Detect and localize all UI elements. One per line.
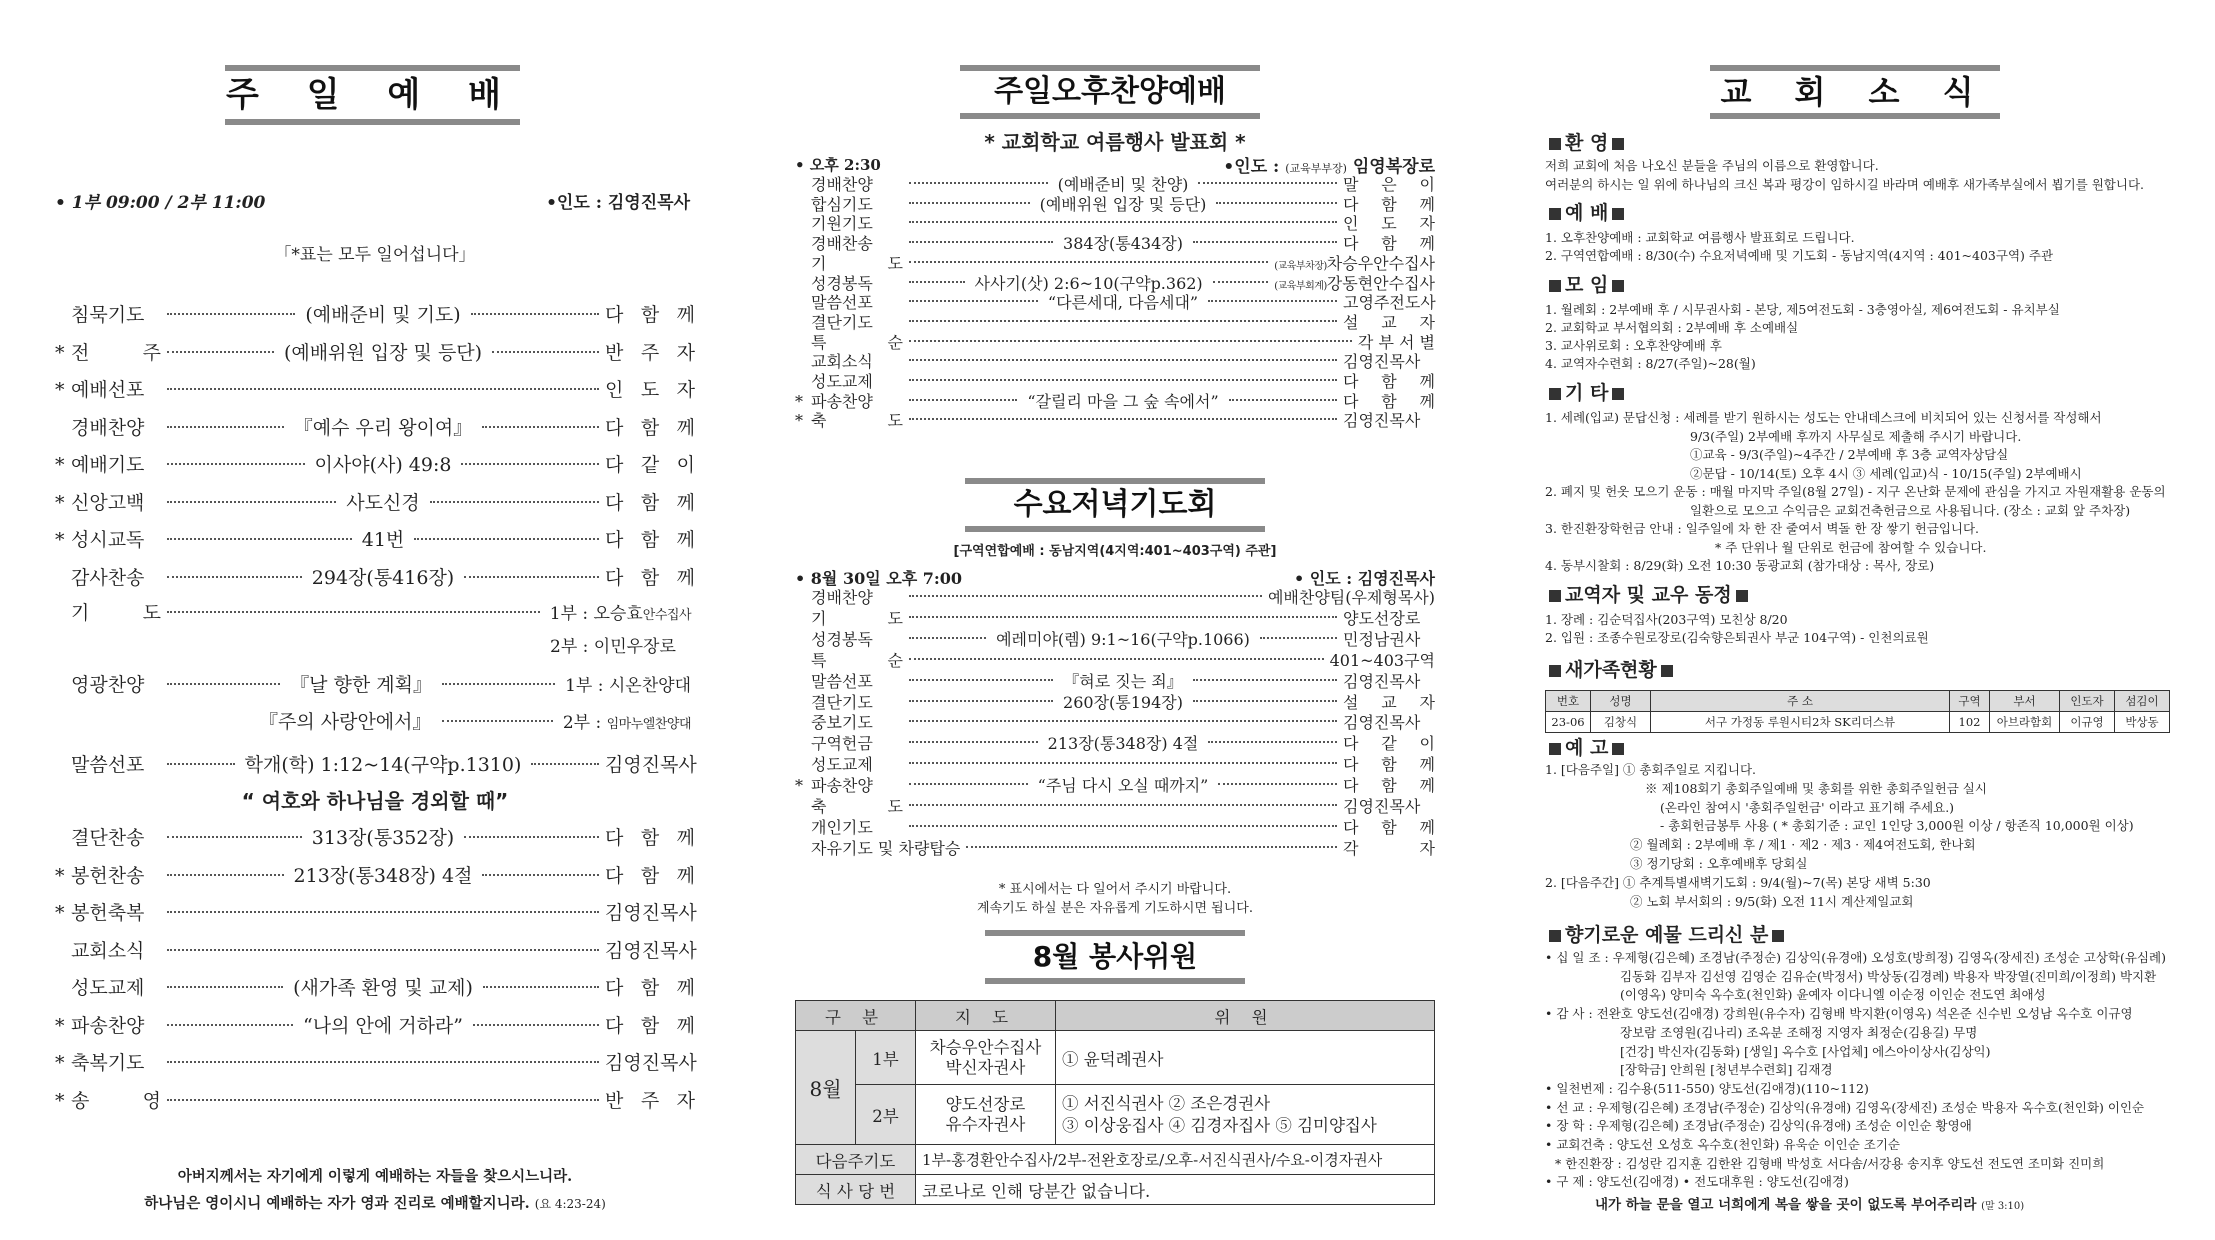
- order-name: 말씀선포: [811, 671, 873, 691]
- afternoon-leader: •인도 : (교육부부장) 임영복장로: [1223, 157, 1435, 177]
- order-row: [55, 1048, 695, 1082]
- news-line: 장보람 조영원(김나리) 조옥분 조해정 지영자 최정순(김용길) 무명: [1620, 1024, 1978, 1040]
- order-name: 영광찬양: [71, 674, 145, 696]
- order-who: 다 함 께: [1343, 755, 1435, 775]
- news-line: 김동화 김부자 김선영 김영순 김유순(박정서) 박상동(김경례) 박용자 박장열(진미희/이정희) 박지환: [1620, 968, 2157, 984]
- order-content: 213장(통348장) 4절: [1047, 734, 1199, 754]
- wednesday-prayer-title: 수요저녁기도회: [965, 478, 1265, 532]
- order-row: [795, 310, 1435, 332]
- order-content: (예배준비 및 찬양): [1057, 175, 1189, 194]
- order-who: 다 함 께: [605, 416, 695, 439]
- order-name: 축 도: [811, 411, 903, 431]
- order-name: 경배찬양: [811, 588, 873, 607]
- order-who: 김영진목사: [1343, 411, 1421, 431]
- order-row-choir-2: [255, 707, 695, 741]
- order-row: [795, 627, 1435, 649]
- stand-mark: *: [55, 1052, 65, 1074]
- newfamily-row: 23-06 김창식 서구 가정동 루원시티2차 SK리더스뷰 102 아브라함회 이규영 박상동: [1546, 712, 2170, 733]
- news-line: 1. 월례회 : 2부예배 후 / 시무권사회 - 본당, 제5여전도회 - 3층영아실, 제6여전도회 - 유치부실: [1545, 302, 2060, 317]
- order-who: 김영진목사: [1343, 713, 1421, 733]
- news-line: (이영옥) 양미숙 옥수호(천인화) 윤예자 이다니엘 이순정 이인순 전도연 최애성: [1620, 987, 2046, 1003]
- closing-verse: 내가 하늘 문을 열고 너희에게 복을 쌓을 곳이 없도록 부어주리라 (말 3:10): [1595, 1197, 2025, 1213]
- order-who: 김영진목사: [605, 1052, 697, 1074]
- news-line: 3. 한진환장학헌금 안내 : 일주일에 차 한 잔 줄여서 벽돌 한 장 쌓기 헌금입니다.: [1545, 521, 1980, 536]
- section-staff: 교역자 및 교우 동정: [1545, 580, 1752, 607]
- stand-mark: *: [55, 902, 65, 924]
- news-line: 2. 폐지 및 헌옷 모으기 운동 : 매월 마지막 주일(8월 27일) - 지구 온난화 문제에 관심을 가지고 자원재활용 운동의: [1545, 484, 2166, 499]
- stand-mark: *: [55, 1014, 65, 1037]
- order-name: 결단기도: [811, 312, 873, 332]
- order-name: 기원기도: [811, 214, 873, 234]
- section-offering: 향기로운 예물 드리신 분: [1545, 920, 1788, 947]
- order-row: [55, 936, 695, 970]
- news-line: [장학금] 안희원 [청년부수련회] 김재경: [1620, 1062, 1833, 1078]
- service-leader: •인도 : 김영진목사: [546, 193, 690, 213]
- order-name: 결단찬송: [71, 827, 145, 849]
- choir-part2: 2부 : 임마누엘찬양대: [562, 713, 691, 733]
- order-row: [795, 585, 1435, 607]
- stand-mark: *: [795, 776, 803, 796]
- sunday-worship-column: [55, 0, 695, 1240]
- afternoon-worship-column: [795, 0, 1435, 1240]
- news-line: 1. 세례(입교) 문답신청 : 세례를 받기 원하시는 성도는 안내데스크에 비치되어 있는 신청서를 작성해서: [1545, 410, 2102, 425]
- order-row: [795, 669, 1435, 691]
- church-news-title: 교 회 소 식: [1710, 65, 2000, 119]
- order-name: 말씀선포: [811, 293, 873, 313]
- order-row-sermon: [55, 750, 695, 784]
- news-line: 1. [다음주일] ① 총회주일로 지킵니다.: [1545, 762, 1757, 777]
- news-line: * 한진환장 : 김성란 김지훈 김한완 김형배 박성호 서다솜/서강용 송지후 양도선 전도연 조미화 진미희: [1555, 1155, 2105, 1171]
- serve-head-lead: 지 도: [916, 1001, 1056, 1031]
- order-who: 인 도 자: [605, 379, 695, 401]
- news-line: [건강] 박신자(김동화) [생일] 옥수호 [사업체] 에스아이상사(김상익): [1620, 1043, 1991, 1059]
- order-row: [55, 898, 695, 932]
- order-content: 사사기(삿) 2:6~10(구약p.362): [974, 273, 1203, 293]
- section-meeting: 모 임: [1545, 270, 1628, 297]
- order-content: 294장(통416장): [311, 566, 455, 589]
- order-who: 김영진목사: [1343, 797, 1421, 816]
- order-row: [795, 290, 1436, 313]
- order-row-choir: [55, 670, 695, 704]
- order-content: 213장(통348장) 4절: [293, 864, 473, 887]
- order-who: 김영진목사: [605, 939, 697, 962]
- order-name: 성도교제: [71, 977, 145, 999]
- order-content: 사도신경: [346, 491, 420, 514]
- order-content: 260장(통194장): [1063, 692, 1183, 712]
- wednesday-note: [구역연합예배 : 동남지역(4지역:401~403구역) 주관]: [953, 544, 1277, 559]
- meal-duty-label: 식 사 당 번: [796, 1175, 916, 1205]
- order-name: 말씀선포: [71, 754, 145, 776]
- news-line: 4. 교역자수련회 : 8/27(주일)~28(월): [1545, 356, 1756, 371]
- order-content: 예레미야(렘) 9:1~16(구약p.1066): [996, 629, 1250, 649]
- order-content: (새가족 환영 및 교제): [293, 977, 473, 999]
- section-newfamily: 새가족현황: [1545, 655, 1677, 682]
- news-line: 2. 구역연합예배 : 8/30(수) 수요저녁예배 및 기도회 - 동남지역(4지역 : 401~403구역) 주관: [1545, 248, 2054, 263]
- prayer-part2: 2부 : 이민우장로: [550, 637, 676, 657]
- serve-part2: 2부: [856, 1085, 916, 1145]
- news-line: 일환으로 모으고 수익금은 교회건축헌금으로 사용됩니다. (장소 : 교회 앞 주차장): [1690, 502, 2131, 518]
- order-name: 경배찬양: [811, 175, 873, 194]
- sermon-title: “ 여호와 하나님을 경외할 때”: [241, 789, 509, 813]
- serve-title: 8월 봉사위원: [985, 930, 1245, 984]
- order-name: 특 순: [811, 650, 903, 670]
- order-content: “다른세대, 다음세대”: [1047, 293, 1199, 313]
- stand-mark: *: [55, 379, 65, 401]
- order-who: 김영진목사: [1343, 671, 1421, 691]
- stand-mark: *: [795, 411, 803, 431]
- order-who: 김영진목사: [1343, 352, 1421, 372]
- order-row: [795, 251, 1435, 273]
- news-line: ※ 제108회기 총회주일예배 및 총회를 위한 총회주일헌금 실시: [1645, 780, 1987, 796]
- order-row: [795, 710, 1435, 733]
- order-row: [55, 1086, 695, 1120]
- order-name: 송 영: [71, 1089, 161, 1112]
- order-row: [795, 389, 1436, 411]
- order-content: (예배위원 입장 및 등단): [1039, 194, 1207, 214]
- order-content: “나의 안에 거하라”: [303, 1014, 463, 1037]
- order-name: 개인기도: [811, 817, 873, 837]
- news-line: • 장 학 : 우제형(김은혜) 조경남(주정순) 김상익(유경애) 조성순 이인순 황영애: [1545, 1118, 1972, 1134]
- wednesday-time: • 8월 30일 오후 7:00: [795, 569, 963, 588]
- order-name: 기 도: [811, 608, 903, 628]
- order-who: 다 함 께: [1343, 234, 1435, 254]
- order-row: [55, 563, 695, 597]
- order-row: [795, 408, 1435, 431]
- order-who: 다 함 께: [1343, 372, 1435, 391]
- order-who: 다 같 이: [1343, 734, 1435, 754]
- wednesday-footnote-1: * 표시에서는 다 일어서 주시기 바랍니다.: [998, 882, 1232, 897]
- order-who: 다 함 께: [1343, 817, 1435, 837]
- order-who: 다 함 께: [605, 827, 696, 849]
- order-name: 파송찬양: [811, 776, 873, 796]
- stand-mark: *: [55, 864, 65, 887]
- serve-table: [795, 1000, 1435, 1205]
- order-name: 중보기도: [811, 713, 873, 733]
- news-line: 2. [다음주간] ① 추계특별새벽기도회 : 9/4(월)~7(목) 본당 새벽 5:30: [1545, 874, 1931, 890]
- section-worship: 예 배: [1545, 198, 1628, 225]
- news-line: ② 노회 부서회의 : 9/5(화) 오전 11시 계산제일교회: [1630, 893, 1914, 909]
- news-line: 1. 오후찬양예배 : 교회학교 여름행사 발표회로 드립니다.: [1545, 230, 1855, 245]
- order-content: (예배준비 및 기도): [305, 304, 461, 326]
- order-name: 성경봉독: [811, 273, 873, 293]
- order-row: [795, 211, 1435, 234]
- order-row: [795, 231, 1435, 254]
- serve-part2-lead: 양도선장로 유수자권사: [916, 1085, 1056, 1145]
- order-name: 교회소식: [71, 939, 145, 962]
- church-news-column: [1545, 0, 2170, 1240]
- order-content: 『혀로 짓는 죄』: [1063, 671, 1183, 691]
- order-who: 반 주 자: [605, 1089, 695, 1112]
- order-name: 파송찬양: [811, 391, 873, 411]
- news-line: 3. 교사위로회 : 오후찬양예배 후: [1545, 338, 1722, 353]
- order-name: 결단기도: [811, 692, 873, 712]
- order-row: [55, 450, 695, 484]
- order-row: [795, 690, 1435, 712]
- order-who: 다 함 께: [605, 977, 695, 999]
- news-line: ②문답 - 10/14(토) 오후 4시 ③ 세례(입교)식 - 10/15(주일) 2부예배시: [1690, 465, 2082, 481]
- news-line: ①교육 - 9/3(주일)~4주간 / 2부예배 후 3층 교역자상담실: [1690, 447, 2009, 462]
- order-who: 다 함 께: [605, 529, 695, 551]
- news-line: * 주 단위나 월 단위로 헌금에 참여할 수 있습니다.: [1715, 539, 1987, 555]
- stand-mark: *: [55, 1089, 65, 1112]
- afternoon-worship-title: 주일오후찬양예배: [960, 65, 1260, 119]
- order-row: [795, 731, 1435, 754]
- order-who: 다 함 께: [605, 566, 696, 589]
- news-line: • 구 제 : 양도선(김애경) • 전도대후원 : 양도선(김애경): [1545, 1174, 1849, 1190]
- serve-part1-lead: 차승우안수집사 박신자권사: [916, 1031, 1056, 1085]
- section-etc: 기 타: [1545, 378, 1628, 405]
- order-row: [795, 815, 1435, 837]
- order-who: 강동현안수집사: [1326, 273, 1435, 293]
- stand-mark: *: [55, 529, 65, 551]
- news-line: 9/3(주일) 2부예배 후까지 사무실로 제출해 주시기 바랍니다.: [1690, 428, 2022, 444]
- order-name: 구역헌금: [811, 734, 873, 754]
- order-row: [55, 525, 695, 559]
- order-row: [55, 861, 695, 895]
- order-content: 313장(통352장): [311, 827, 455, 849]
- order-who: 다 같 이: [605, 454, 696, 476]
- order-name: 전 주: [71, 341, 161, 364]
- order-row: [795, 752, 1435, 775]
- welcome-line-1: 저희 교회에 처음 나오신 분들을 주님의 이름으로 환영합니다.: [1545, 158, 1879, 173]
- order-name: 파송찬양: [71, 1014, 145, 1037]
- serve-head-members: 위 원: [1056, 1001, 1435, 1031]
- prayer-part1: 1부 : 오승효안수집사: [549, 604, 691, 624]
- closing-verse-1: 아버지께서는 자기에게 이렇게 예배하는 자들을 찾으시느니라.: [177, 1168, 573, 1185]
- wednesday-footnote-2: 계속기도 하실 분은 자유롭게 기도하시면 됩니다.: [977, 901, 1253, 916]
- order-row: [795, 172, 1436, 194]
- news-line: ② 월례회 : 2부예배 후 / 제1 · 제2 · 제3 · 제4여전도회, 한나회: [1630, 837, 1976, 853]
- order-name: 봉헌찬송: [71, 864, 145, 887]
- order-who: 다 함 께: [605, 1014, 696, 1037]
- order-row: [795, 794, 1435, 816]
- order-name: 특 순: [811, 332, 903, 352]
- order-who: 다 함 께: [605, 491, 696, 514]
- order-who: 다 함 께: [605, 304, 696, 326]
- order-who: 반 주 자: [605, 341, 696, 364]
- afternoon-subtitle: * 교회학교 여름행사 발표회 *: [984, 130, 1246, 154]
- order-content: 『예수 우리 왕이여』: [293, 416, 473, 439]
- stand-mark: *: [55, 491, 65, 514]
- order-row: [795, 369, 1435, 391]
- order-row: [795, 192, 1436, 214]
- order-row-prayer: [55, 598, 695, 632]
- order-name: 기 도: [811, 253, 903, 273]
- order-name: 침묵기도: [71, 304, 145, 326]
- news-line: - 총회헌금봉투 사용 ( * 총회기준 : 교인 1인당 3,000원 이상 / 항존직 10,000원 이상): [1660, 818, 2134, 834]
- order-name: 자유기도 및 차량탑승: [811, 838, 961, 858]
- order-row: [795, 773, 1436, 796]
- choir-song-2: 『주의 사랑안에서』: [259, 711, 432, 733]
- news-line: • 십 일 조 : 우제형(김은혜) 조경남(주정순) 김상익(유경애) 오성호(방희정) 김영옥(장세진) 조성순 고상학(유심례): [1545, 950, 2166, 965]
- serve-part1: 1부: [856, 1031, 916, 1085]
- order-name: 봉헌축복: [71, 902, 145, 924]
- choir-part1: 1부 : 시온찬양대: [565, 676, 691, 696]
- order-who: 설 교 자: [1343, 312, 1435, 332]
- order-who: 각 부 서 별: [1357, 332, 1435, 352]
- order-name: 성시교독: [71, 529, 145, 551]
- order-name: 경배찬양: [71, 416, 145, 439]
- order-content: “주님 다시 오실 때까지”: [1037, 776, 1209, 796]
- order-who: 민정남권사: [1343, 629, 1421, 649]
- order-name: 예배기도: [71, 454, 145, 476]
- order-row: [795, 271, 1435, 293]
- meal-duty-value: 코로나로 인해 당분간 없습니다.: [916, 1175, 1435, 1205]
- news-line: 1. 장례 : 김순덕집사(203구역) 모친상 8/20: [1545, 612, 1788, 627]
- order-row: [55, 823, 695, 857]
- order-row: [795, 330, 1435, 352]
- news-line: • 감 사 : 전완호 양도선(김애경) 강희원(유수자) 김형배 박지환(이영옥) 석온준 신수빈 오성남 옥수호 이규영: [1545, 1006, 2133, 1022]
- order-content: “갈릴리 마을 그 숲 속에서”: [1027, 391, 1219, 411]
- news-line: (온라인 참여시 '총회주일헌금' 이라고 표기해 주세요.): [1660, 799, 1955, 815]
- order-who: 김영진목사: [605, 902, 697, 924]
- welcome-line-2: 여러분의 하시는 일 위에 하나님의 크신 복과 평강이 임하시길 바라며 예배후 새가족부실에서 뵙기를 원합니다.: [1545, 177, 2145, 192]
- order-row: [795, 648, 1435, 670]
- order-row: [55, 1011, 695, 1045]
- closing-verse-2: 하나님은 영이시니 예배하는 자가 영과 진리로 예배할지니라. (요 4:23-24): [144, 1195, 606, 1212]
- order-name: 교회소식: [811, 352, 873, 372]
- news-line: 4. 동부시찰회 : 8/29(화) 오전 10:30 동광교회 (참가대상 : 목사, 장로): [1545, 558, 1935, 573]
- order-name: 감사찬송: [71, 566, 145, 589]
- order-name: 축 도: [811, 797, 903, 816]
- sermon-text: 학개(학) 1:12~14(구약p.1310): [244, 754, 522, 776]
- afternoon-time: • 오후 2:30: [795, 156, 881, 174]
- news-line: • 일천번제 : 김수용(511-550) 양도선(김애경)(110~112): [1545, 1080, 1869, 1096]
- order-name: 신앙고백: [71, 491, 145, 514]
- order-who: 401~403구역: [1329, 650, 1435, 670]
- stand-mark: *: [795, 391, 803, 411]
- sunday-worship-title: 주 일 예 배: [225, 65, 520, 125]
- service-time: • 1부 09:00 / 2부 11:00: [55, 193, 266, 213]
- order-row: [55, 300, 695, 334]
- order-who: 차승우안수집사: [1326, 253, 1435, 273]
- order-name: 성도교제: [811, 372, 873, 391]
- order-who: 각 자: [1343, 838, 1435, 858]
- next-prayer-value: 1부-홍경환안수집사/2부-전완호장로/오후-서진식권사/수요-이경자권사: [916, 1145, 1435, 1175]
- news-line: • 선 교 : 우제형(김은혜) 조경남(주정순) 김상익(유경애) 김영옥(장세진) 조성순 박용자 옥수호(천인화) 이인순: [1545, 1099, 2145, 1115]
- stand-mark: *: [55, 454, 65, 476]
- sermon-preacher: 김영진목사: [605, 754, 697, 776]
- order-name: 성경봉독: [811, 629, 873, 649]
- next-prayer-label: 다음주기도: [796, 1145, 916, 1175]
- news-line: 2. 입원 : 조종수원로장로(김숙향은퇴권사 부군 104구역) - 인천의료원: [1545, 630, 1929, 645]
- order-row: [55, 488, 695, 522]
- order-row: [55, 375, 695, 409]
- order-name: 기 도: [71, 602, 161, 624]
- news-line: • 교회건축 : 양도선 오성호 옥수호(천인화) 유욱순 이인순 조기순: [1545, 1137, 1901, 1152]
- order-who: 다 함 께: [1343, 391, 1436, 411]
- choir-song-1: 『날 향한 계획』: [290, 674, 432, 696]
- order-name: 축복기도: [71, 1052, 145, 1074]
- order-who: 양도선장로: [1343, 608, 1421, 628]
- order-who: 고영주전도사: [1343, 293, 1436, 313]
- order-role: (교육부차장): [1274, 260, 1327, 272]
- order-who: 예배찬양팀(우제형목사): [1267, 588, 1435, 607]
- order-content: (예배위원 입장 및 등단): [283, 341, 483, 364]
- order-name: 경배찬송: [811, 234, 873, 254]
- order-who: 다 함 께: [1343, 194, 1436, 214]
- serve-month: 8월: [796, 1031, 856, 1145]
- order-content: 이사야(사) 49:8: [314, 454, 452, 476]
- serve-head-category: 구 분: [796, 1001, 916, 1031]
- order-who: 말 은 이: [1343, 175, 1436, 194]
- order-row: [795, 606, 1435, 628]
- order-who: 설 교 자: [1343, 692, 1435, 712]
- news-line: ③ 정기당회 : 오후예배후 당회실: [1630, 856, 1808, 871]
- section-notice: 예 고: [1545, 733, 1628, 760]
- stand-mark: *: [55, 341, 65, 364]
- serve-part2-members: ① 서진식권사 ② 조은경권사 ③ 이상웅집사 ④ 김경자집사 ⑤ 김미양집사: [1056, 1085, 1435, 1145]
- newfamily-table: 번호 성명 주 소 구역 부서 인도자 섬김이 23-06 김창식 서구 가정동 루원시티2차 SK리더스뷰 102 아브라함회 이규영 박상동: [1545, 690, 2170, 733]
- order-row: [55, 413, 695, 447]
- serve-part1-members: ① 윤덕례권사: [1056, 1031, 1435, 1085]
- order-who: 다 함 께: [605, 864, 695, 887]
- order-name: 합심기도: [811, 194, 873, 214]
- order-name: 성도교제: [811, 755, 873, 775]
- order-who: 인 도 자: [1343, 214, 1435, 234]
- wednesday-leader: • 인도 : 김영진목사: [1293, 569, 1435, 588]
- order-who: 다 함 께: [1343, 776, 1436, 796]
- order-content: 41번: [361, 529, 405, 551]
- order-row: [55, 338, 695, 372]
- section-welcome: 환 영: [1545, 128, 1628, 155]
- order-name: 예배선포: [71, 379, 145, 401]
- order-row: [795, 836, 1435, 858]
- stand-note: 「*표는 모두 일어섭니다」: [274, 245, 476, 265]
- order-row: [55, 973, 695, 1007]
- order-content: 384장(통434장): [1063, 234, 1183, 254]
- order-row: [795, 349, 1435, 372]
- news-line: 2. 교회학교 부서협의회 : 2부예배 후 소예배실: [1545, 320, 1799, 335]
- order-role: (교육부회계): [1274, 280, 1327, 292]
